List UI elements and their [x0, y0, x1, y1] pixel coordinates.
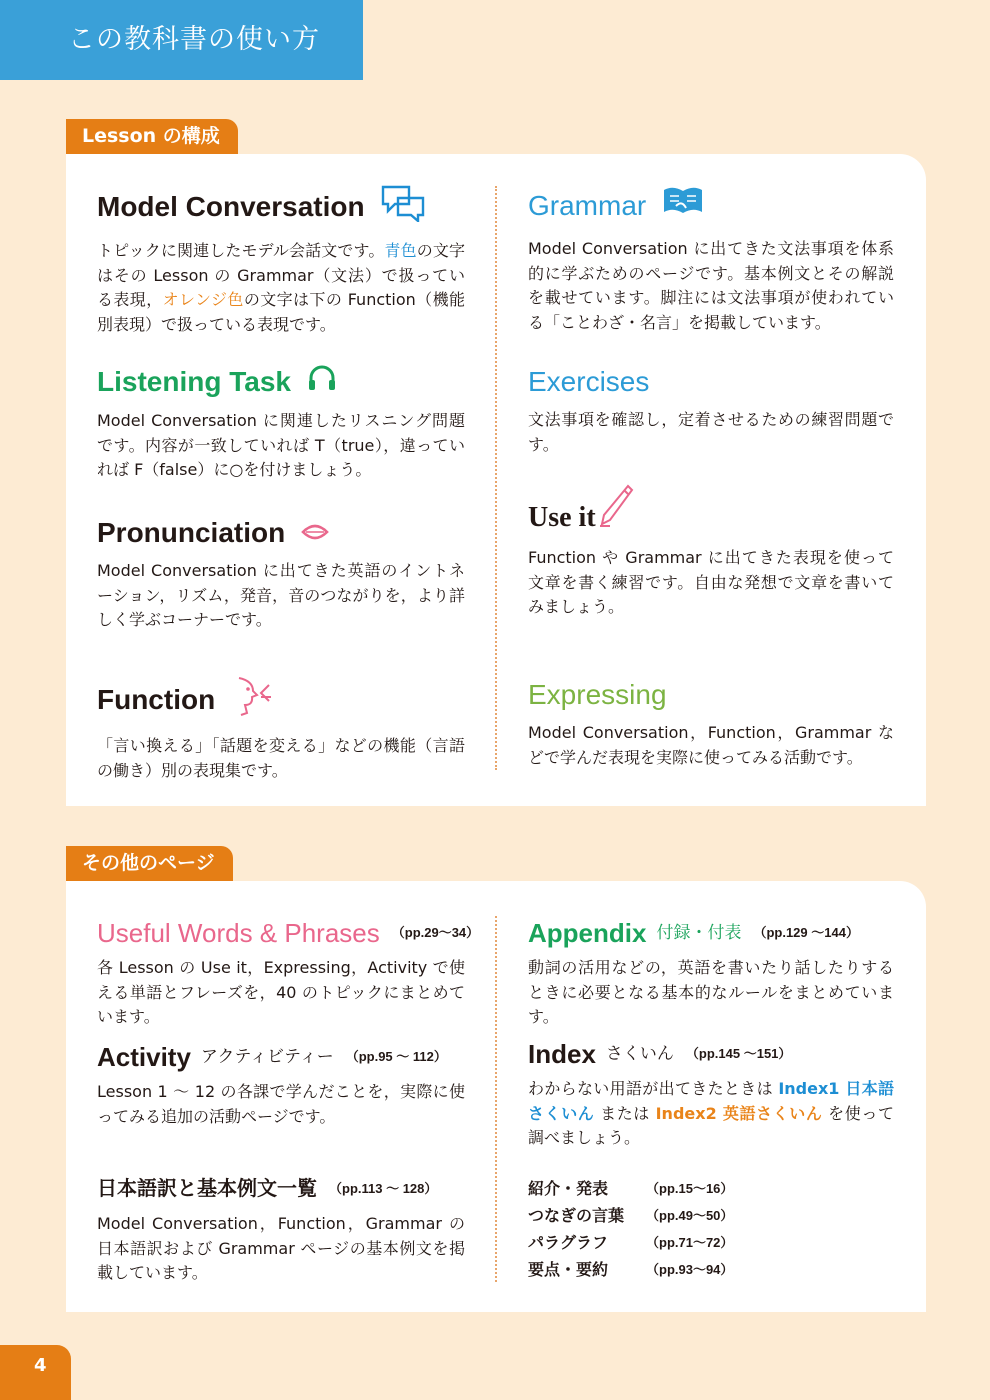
lips-icon — [301, 516, 329, 550]
grammar-heading: Grammar — [528, 184, 894, 228]
appendix-heading: Appendix 付録・付表 （pp.129 〜144） — [528, 918, 859, 948]
exercises-heading: Exercises — [528, 366, 650, 397]
listening-task-desc: Model Conversation に関連したリスニング問題です。内容が一致していれば T（true），違っていれば F（false）に○を付けましょう。 — [97, 411, 465, 479]
use-it-heading: Use it — [528, 498, 894, 537]
index-desc: わからない用語が出てきたときは Index1 日本語さくいん または Index2 英語さくいん を使って調べましょう。 — [528, 1079, 894, 1147]
appendix-block — [528, 916, 894, 1030]
open-book-icon — [662, 184, 704, 228]
listening-task-heading: Listening Task — [97, 364, 465, 400]
listening-task-block — [97, 364, 465, 483]
useful-words-desc: 各 Lesson の Use it，Expressing，Activity で使える単語とフレーズを，40 のトピックにまとめています。 — [97, 958, 465, 1026]
useful-words-heading: Useful Words & Phrases （pp.29〜34） — [97, 918, 480, 948]
index-heading: Index さくいん （pp.145 〜151） — [528, 1039, 792, 1069]
expressing-desc: Model Conversation，Function，Grammar などで学んだ表現を実際に使ってみる活動です。 — [528, 723, 894, 767]
activity-block — [97, 1040, 465, 1129]
grammar-block — [528, 184, 894, 335]
page-number: 4 — [0, 1345, 71, 1400]
useful-words-block — [97, 916, 480, 1030]
model-conversation-heading: Model Conversation — [97, 184, 465, 230]
translation-list-block — [97, 1172, 465, 1286]
column-divider — [495, 186, 497, 770]
model-conversation-desc: トピックに関連したモデル会話文です。青色の文字はその Lesson の Grammar（文法）で扱っている表現，オレンジ色の文字は下の Function（機能別表現）で扱っている表現です。 — [97, 241, 465, 334]
exercises-desc: 文法事項を確認し，定着させるための練習問題です。 — [528, 410, 894, 454]
list-item: つなぎの言葉 （pp.49〜50） — [528, 1206, 734, 1225]
page-header — [0, 0, 363, 80]
grammar-desc: Model Conversation に出てきた文法事項を体系的に学ぶためのページです。基本例文とその解説を載せています。脚注には文法事項が使われている「ことわざ・名言」を掲載しています。 — [528, 239, 894, 332]
index1-link[interactable]: Index1 日本語さくいん — [528, 1079, 894, 1123]
function-heading: Function — [97, 675, 465, 725]
pencil-icon — [598, 484, 634, 537]
list-item: 紹介・発表 （pp.15〜16） — [528, 1179, 734, 1198]
list-item: パラグラフ （pp.71〜72） — [528, 1233, 734, 1252]
pronunciation-block — [97, 516, 465, 633]
headphones-icon — [307, 364, 337, 400]
list-item: 要点・要約 （pp.93〜94） — [528, 1260, 734, 1279]
page-title: この教科書の使い方 — [68, 24, 320, 55]
appendix-desc: 動詞の活用などの，英語を書いたり話したりするときに必要となる基本的なルールをまとめています。 — [528, 958, 894, 1026]
section-tab-other: その他のページ — [66, 846, 233, 881]
expressing-heading: Expressing — [528, 679, 667, 710]
use-it-block — [528, 498, 894, 620]
index2-link[interactable]: Index2 英語さくいん — [655, 1103, 823, 1123]
translation-list-desc: Model Conversation，Function，Grammar の日本語訳および Grammar ページの基本例文を掲載しています。 — [97, 1214, 465, 1282]
index-block — [528, 1037, 894, 1151]
function-desc: 「言い換える」「話題を変える」などの機能（言語の働き）別の表現集です。 — [97, 736, 465, 780]
model-conversation-block — [97, 184, 465, 337]
section-tab-lesson: Lesson の構成 — [66, 119, 238, 154]
column-divider — [495, 916, 497, 1282]
activity-desc: Lesson 1 〜 12 の各課で学んだことを，実際に使ってみる追加の活動ページです。 — [97, 1082, 465, 1126]
function-block — [97, 675, 465, 783]
use-it-desc: Function や Grammar に出てきた表現を使って文章を書く練習です。自由な発想で文章を書いてみましょう。 — [528, 548, 894, 616]
pronunciation-heading: Pronunciation — [97, 516, 465, 550]
speaking-face-icon — [231, 675, 275, 725]
translation-list-heading: 日本語訳と基本例文一覧 （pp.113 〜 128） — [97, 1178, 438, 1200]
reference-list — [528, 1175, 894, 1283]
activity-heading: Activity アクティビティー （pp.95 〜 112） — [97, 1042, 447, 1072]
speech-bubbles-icon — [381, 184, 425, 230]
exercises-block — [528, 365, 894, 457]
pronunciation-desc: Model Conversation に出てきた英語のイントネーション，リズム，発音，音のつながりを，より詳しく学ぶコーナーです。 — [97, 561, 465, 629]
expressing-block — [528, 678, 894, 770]
